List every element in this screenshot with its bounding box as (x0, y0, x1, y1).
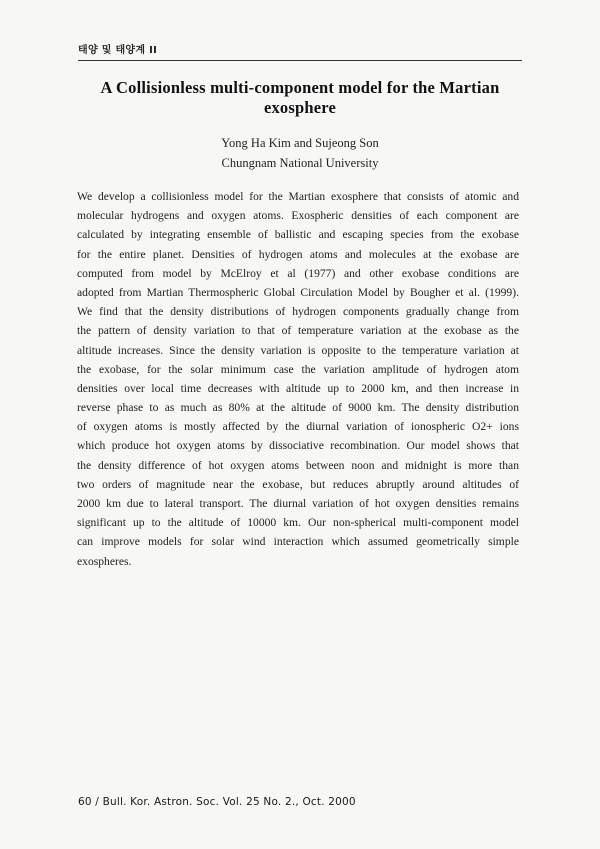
abstract-line: which produce hot oxygen atoms by dissociative recombination. Our model shows that (77, 439, 519, 453)
authors: Yong Ha Kim and Sujeong Son (221, 136, 379, 150)
abstract-line: densities over local time decreases with altitude up to 2000 km, and then increase in (77, 381, 519, 395)
abstract-line: can improve models for solar wind interaction which assumed geometrically simple (77, 535, 519, 549)
abstract-line: We develop a collisionless model for the Martian exosphere that consists of atomic and (77, 190, 519, 203)
abstract-line: significant up to the altitude of 10000 km. Our non-spherical multi-component model (77, 516, 519, 530)
abstract-line: the pattern of density variation to that of temperature variation at the exobase as the (77, 324, 519, 338)
abstract-line: calculated by integrating ensemble of ballistic and escaping species from the exobase (77, 228, 519, 242)
abstract (77, 187, 519, 571)
abstract-line: adopted from Martian Thermospheric Global Circulation Model by Bougher et al. (1999). (77, 285, 519, 299)
abstract-line: exospheres. (77, 554, 132, 568)
abstract-line: the density difference of hot oxygen atoms between noon and midnight is more than (77, 458, 519, 472)
title-line-1: A Collisionless multi-component model for the Martian (100, 78, 500, 97)
abstract-line: the exobase, for the solar minimum case the variation amplitude of hydrogen atom (77, 362, 519, 376)
abstract-line: of oxygen atoms is mostly affected by the diurnal variation of ionospheric O2+ ions (77, 420, 519, 434)
abstract-line: We find that the density distributions of hydrogen components gradually change from (77, 305, 519, 319)
abstract-line: for the entire planet. Densities of hydrogen atoms and molecules at the exobase are (77, 247, 519, 261)
abstract-line: altitude increases. Since the density variation is opposite to the temperature variation at (77, 343, 519, 357)
title-line-2: exosphere (263, 98, 337, 117)
abstract-line: two orders of magnitude near the exobase, but reduces abruptly around altitudes of (77, 477, 519, 491)
header-rule (78, 60, 522, 61)
section-header: 태양 및 태양계 II (78, 45, 158, 56)
abstract-line: computed from model by McElroy et al (1977) and other exobase conditions are (77, 266, 519, 280)
abstract-line: reverse phase to as much as 80% at the altitude of 9000 km. The density distribution (77, 401, 519, 415)
paper-title (60, 78, 540, 118)
abstract-line: 2000 km due to lateral transport. The diurnal variation of hot oxygen densities remains (77, 497, 519, 510)
affiliation: Chungnam National University (221, 156, 379, 170)
footer-citation: 60 / Bull. Kor. Astron. Soc. Vol. 25 No. 2., Oct. 2000 (78, 796, 356, 808)
abstract-line: molecular hydrogens and oxygen atoms. Exospheric densities of each component are (77, 209, 519, 223)
